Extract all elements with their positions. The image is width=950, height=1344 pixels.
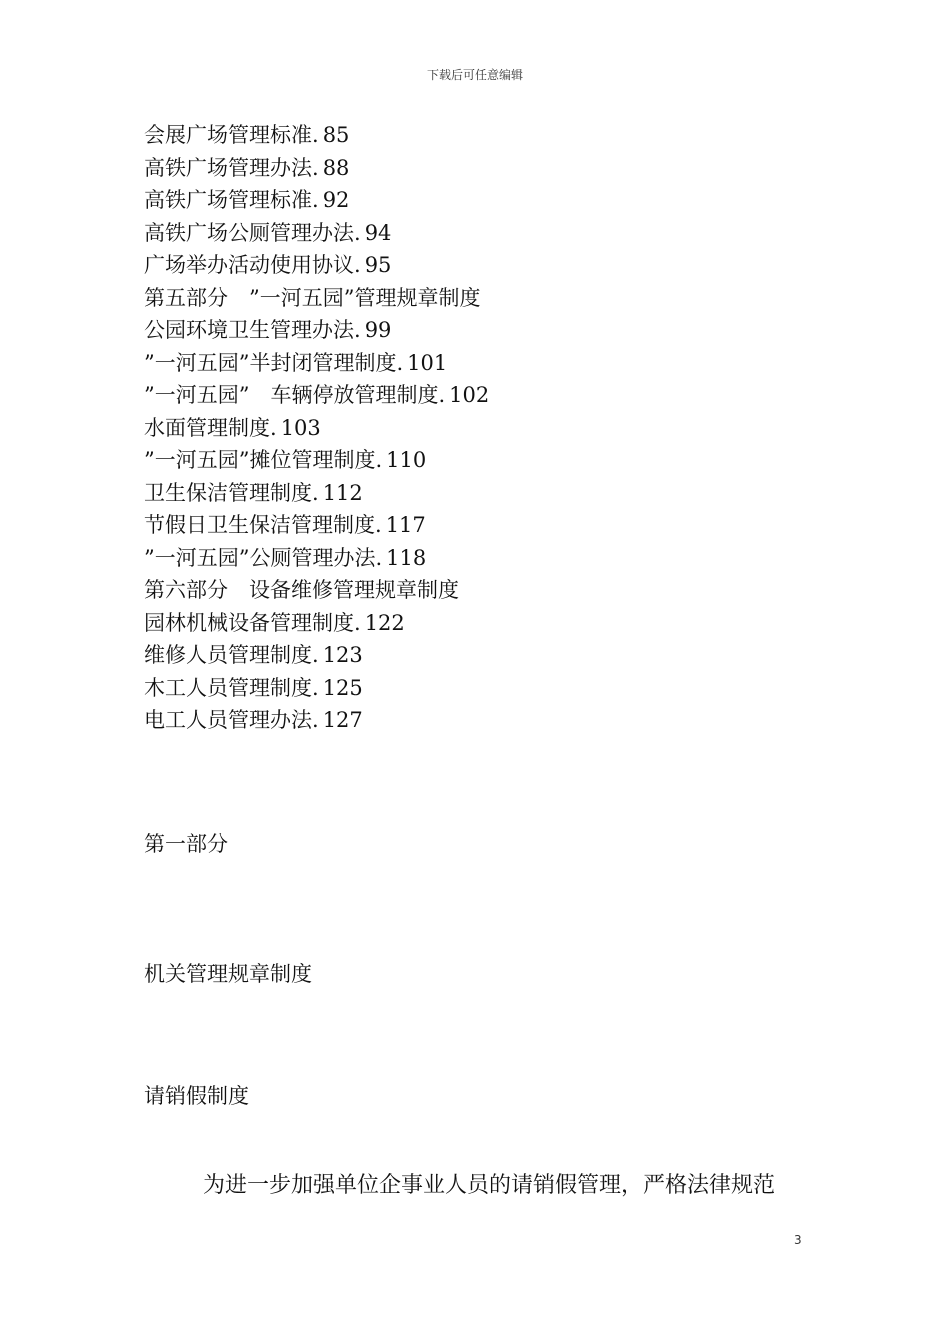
toc-entry xyxy=(144,282,489,315)
toc-entry-title: 木工人员管理制度. xyxy=(144,675,319,700)
toc-entry xyxy=(144,607,489,640)
toc-entry-page: 99 xyxy=(364,318,392,342)
toc-entry-title: 维修人员管理制度. xyxy=(144,643,319,667)
toc-entry-title: ”一河五园”摊位管理制度. xyxy=(144,448,383,472)
page-header-note: 下载后可任意编辑 xyxy=(426,68,523,82)
toc-entry-page: 127 xyxy=(322,708,363,732)
toc-entry-title: ”一河五园”半封闭管理制度. xyxy=(144,350,404,375)
part-title: 第一部分 xyxy=(144,832,228,856)
toc-entry-title: 节假日卫生保洁管理制度. xyxy=(144,513,382,537)
toc-entry-title: 广场举办活动使用协议. xyxy=(144,253,361,277)
toc-entry-title: 会展广场管理标准. xyxy=(144,123,319,147)
page-number: 3 xyxy=(794,1233,802,1247)
toc-entry-title: 高铁广场管理标准. xyxy=(144,188,319,212)
toc-entry-page: 85 xyxy=(322,123,350,147)
toc-entry-title: 电工人员管理办法. xyxy=(144,708,319,732)
toc-entry-page: 88 xyxy=(322,155,350,180)
toc-entry-page: 110 xyxy=(386,448,427,472)
toc-entry-title: 高铁广场管理办法. xyxy=(144,155,319,180)
toc-entry-title: 第六部分 设备维修管理规章制度 xyxy=(144,578,459,602)
toc-entry xyxy=(144,444,489,477)
toc-entry-title: 第五部分 ”一河五园”管理规章制度 xyxy=(144,285,481,310)
body-paragraph: 为进一步加强单位企事业人员的请销假管理，严格法律规范 xyxy=(203,1173,776,1198)
toc-entry-page: 123 xyxy=(322,643,363,667)
table-of-contents xyxy=(144,119,489,737)
section-title: 请销假制度 xyxy=(144,1084,249,1108)
toc-entry-page: 117 xyxy=(385,513,426,537)
toc-entry-title: ”一河五园” 车辆停放管理制度. xyxy=(144,383,446,407)
toc-entry xyxy=(144,574,489,607)
toc-entry-page: 95 xyxy=(364,253,392,277)
toc-entry-page: 103 xyxy=(280,415,321,440)
toc-entry xyxy=(144,509,489,542)
chapter-title: 机关管理规章制度 xyxy=(144,962,312,986)
toc-entry xyxy=(144,542,489,575)
toc-entry xyxy=(144,152,489,185)
toc-entry xyxy=(144,184,489,217)
toc-entry-title: 卫生保洁管理制度. xyxy=(144,480,319,505)
toc-entry-page: 118 xyxy=(386,545,427,570)
toc-entry xyxy=(144,412,489,445)
toc-entry-title: 水面管理制度. xyxy=(144,415,277,440)
toc-entry-page: 122 xyxy=(364,610,405,635)
toc-entry xyxy=(144,704,489,737)
toc-entry xyxy=(144,639,489,672)
toc-entry-page: 112 xyxy=(322,480,363,505)
toc-entry-page: 102 xyxy=(449,383,490,407)
toc-entry-page: 125 xyxy=(322,675,363,700)
toc-entry-title: 园林机械设备管理制度. xyxy=(144,610,361,635)
toc-entry xyxy=(144,477,489,510)
toc-entry-page: 92 xyxy=(322,188,350,212)
toc-entry xyxy=(144,217,489,250)
toc-entry-title: ”一河五园”公厕管理办法. xyxy=(144,545,383,570)
toc-entry-title: 高铁广场公厕管理办法. xyxy=(144,220,361,245)
toc-entry xyxy=(144,119,489,152)
toc-entry xyxy=(144,347,489,380)
toc-entry xyxy=(144,379,489,412)
toc-entry xyxy=(144,249,489,282)
toc-entry xyxy=(144,314,489,347)
toc-entry-page: 94 xyxy=(364,220,392,245)
toc-entry-page: 101 xyxy=(407,350,448,375)
toc-entry-title: 公园环境卫生管理办法. xyxy=(144,318,361,342)
toc-entry xyxy=(144,672,489,705)
